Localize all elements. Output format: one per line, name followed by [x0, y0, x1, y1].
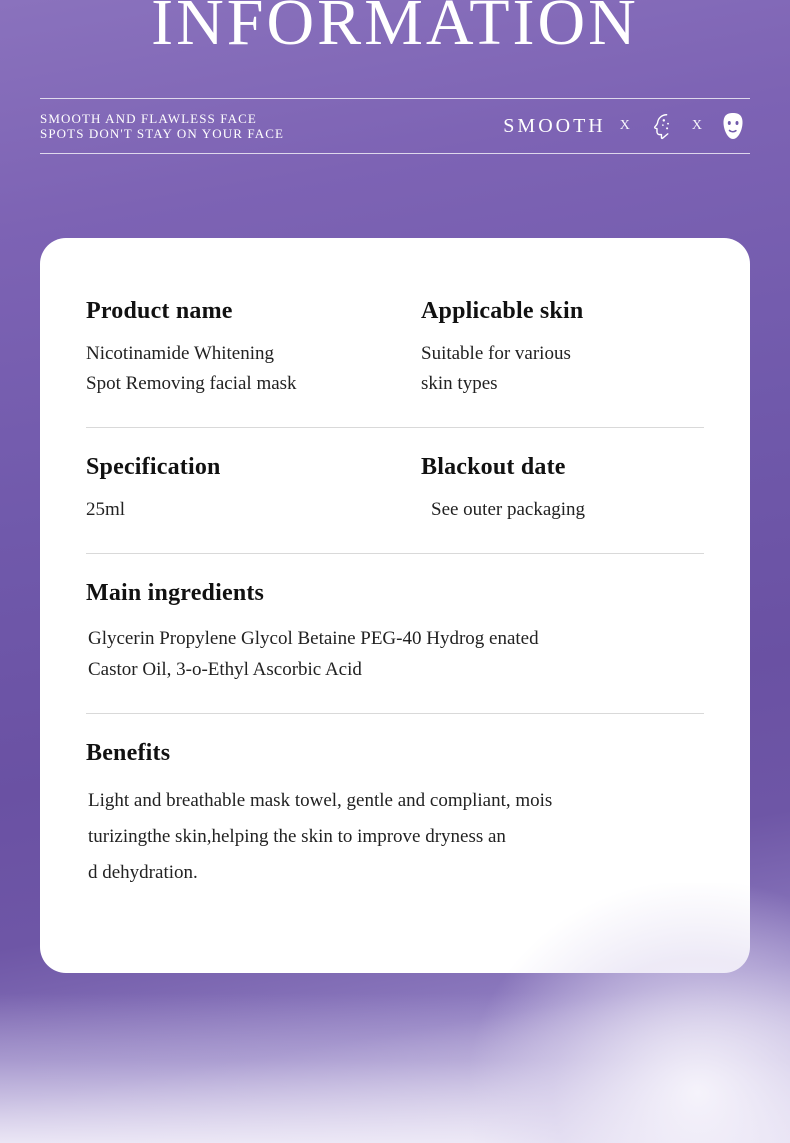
- field-title: Specification: [86, 454, 221, 480]
- field-value-line: Suitable for various: [421, 343, 571, 364]
- field-value-line: See outer packaging: [431, 499, 586, 520]
- field-value-line: Spot Removing facial mask: [86, 373, 297, 394]
- field-benefits: [86, 740, 704, 891]
- field-specification: [86, 454, 395, 525]
- field-title: Blackout date: [421, 454, 566, 480]
- field-title: Main ingredients: [86, 580, 265, 606]
- page-header: [0, 0, 790, 154]
- field-value-line: Castor Oil, 3-o-Ethyl Ascorbic Acid: [88, 659, 362, 680]
- field-title: Benefits: [86, 740, 171, 766]
- field-value: [421, 495, 704, 525]
- field-blackout-date: [395, 454, 704, 525]
- field-value-line: Light and breathable mask towel, gentle and compliant, mois: [88, 790, 553, 811]
- field-applicable-skin: [395, 298, 704, 399]
- field-main-ingredients: [86, 580, 704, 685]
- field-value: [86, 623, 704, 685]
- field-row-2: [86, 454, 704, 525]
- sheet-mask-face-icon: [716, 109, 750, 143]
- field-value: [86, 339, 395, 399]
- bottom-glow-decoration: [0, 993, 790, 1143]
- separator-x-1: X: [619, 118, 630, 133]
- field-value-line: Nicotinamide Whitening: [86, 343, 275, 364]
- tagline-line-2: SPOTS DON'T STAY ON YOUR FACE: [40, 126, 285, 141]
- brand-word: SMOOTH: [503, 114, 606, 137]
- brand-mark-group: [503, 109, 750, 143]
- face-with-spots-icon: [644, 109, 678, 143]
- tagline-line-1: SMOOTH AND FLAWLESS FACE: [40, 111, 257, 126]
- field-value: [421, 339, 704, 399]
- divider: [86, 427, 704, 428]
- divider: [86, 553, 704, 554]
- tagline: [40, 111, 284, 141]
- field-value-line: Glycerin Propylene Glycol Betaine PEG-40 Hydrog enated: [88, 628, 539, 649]
- tagline-bar: [40, 98, 750, 154]
- field-title: Applicable skin: [421, 298, 584, 324]
- field-value: [86, 495, 395, 525]
- field-value-line: turizingthe skin,helping the skin to improve dryness an: [88, 826, 506, 847]
- field-row-1: [86, 298, 704, 399]
- field-value-line: d dehydration.: [88, 862, 198, 883]
- separator-x-2: X: [691, 118, 702, 133]
- field-value: [86, 783, 704, 891]
- field-value-line: skin types: [421, 373, 498, 394]
- information-card: [40, 238, 750, 973]
- page-title: INFORMATION: [151, 0, 639, 59]
- divider: [86, 713, 704, 714]
- field-product-name: [86, 298, 395, 399]
- field-title: Product name: [86, 298, 233, 324]
- field-value-line: 25ml: [86, 499, 126, 520]
